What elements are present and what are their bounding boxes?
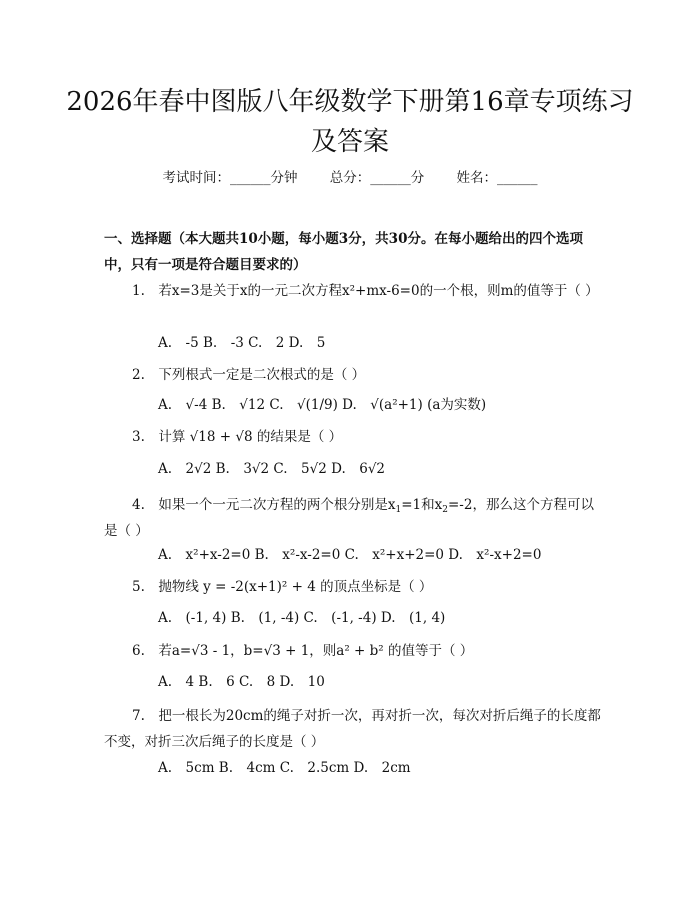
question-4-options: A. x²+x-2=0 B. x²-x-2=0 C. x²+x+2=0 D. x²-x+2=0 [158, 547, 542, 563]
question-5 [104, 574, 604, 600]
total-score-field: 总分：______分 [329, 170, 425, 186]
question-1 [104, 278, 604, 304]
question-3 [104, 424, 604, 450]
question-6 [104, 638, 604, 664]
question-7-options: A. 5cm B. 4cm C. 2.5cm D. 2cm [158, 760, 411, 776]
question-1-options: A. -5 B. -3 C. 2 D. 5 [158, 335, 326, 351]
question-text: 5. 抛物线 y = -2(x+1)² + 4 的顶点坐标是（ ） [132, 579, 433, 595]
question-7 [104, 703, 604, 755]
exam-info-line [0, 167, 700, 189]
question-text: 2. 下列根式一定是二次根式的是（ ） [132, 367, 366, 383]
question-6-options: A. 4 B. 6 C. 8 D. 10 [158, 674, 325, 690]
exam-time-field: 考试时间：______分钟 [162, 170, 298, 186]
question-5-options: A. (-1, 4) B. (1, -4) C. (-1, -4) D. (1, 4) [158, 610, 446, 626]
question-2 [104, 362, 604, 388]
document-title: 2026年春中图版八年级数学下册第16章专项练习及答案 [66, 87, 634, 157]
subscript: 2 [442, 505, 448, 515]
question-text: 6. 若a=√3 - 1，b=√3 + 1，则a² + b² 的值等于（ ） [132, 643, 474, 659]
question-text [104, 492, 604, 544]
question-text: 7. 把一根长为20cm的绳子对折一次，再对折一次，每次对折后绳子的长度都不变，对折三次后绳子的长度是（ ） [104, 708, 601, 750]
question-4-text-part: =1和x [401, 497, 443, 513]
question-text: 1. 若x=3是关于x的一元二次方程x²+mx-6=0的一个根，则m的值等于（ ） [132, 283, 599, 299]
question-2-options: A. √-4 B. √12 C. √(1/9) D. √(a²+1) (a为实数) [158, 397, 487, 413]
subscript: 1 [395, 505, 402, 515]
section-heading: 一、选择题（本大题共10小题，每小题3分，共30分。在每小题给出的四个选项中，只有一项是符合题目要求的） [104, 231, 583, 273]
question-3-options: A. 2√2 B. 3√2 C. 5√2 D. 6√2 [158, 461, 386, 477]
student-name-field: 姓名：______ [456, 170, 538, 186]
question-4-text-part: 4. 如果一个一元二次方程的两个根分别是x [132, 497, 396, 513]
question-4 [104, 492, 604, 544]
question-text: 3. 计算 √18 + √8 的结果是（ ） [132, 429, 343, 445]
question-4-text-part: =-2，那么这个方程可以是（ ） [104, 497, 594, 539]
